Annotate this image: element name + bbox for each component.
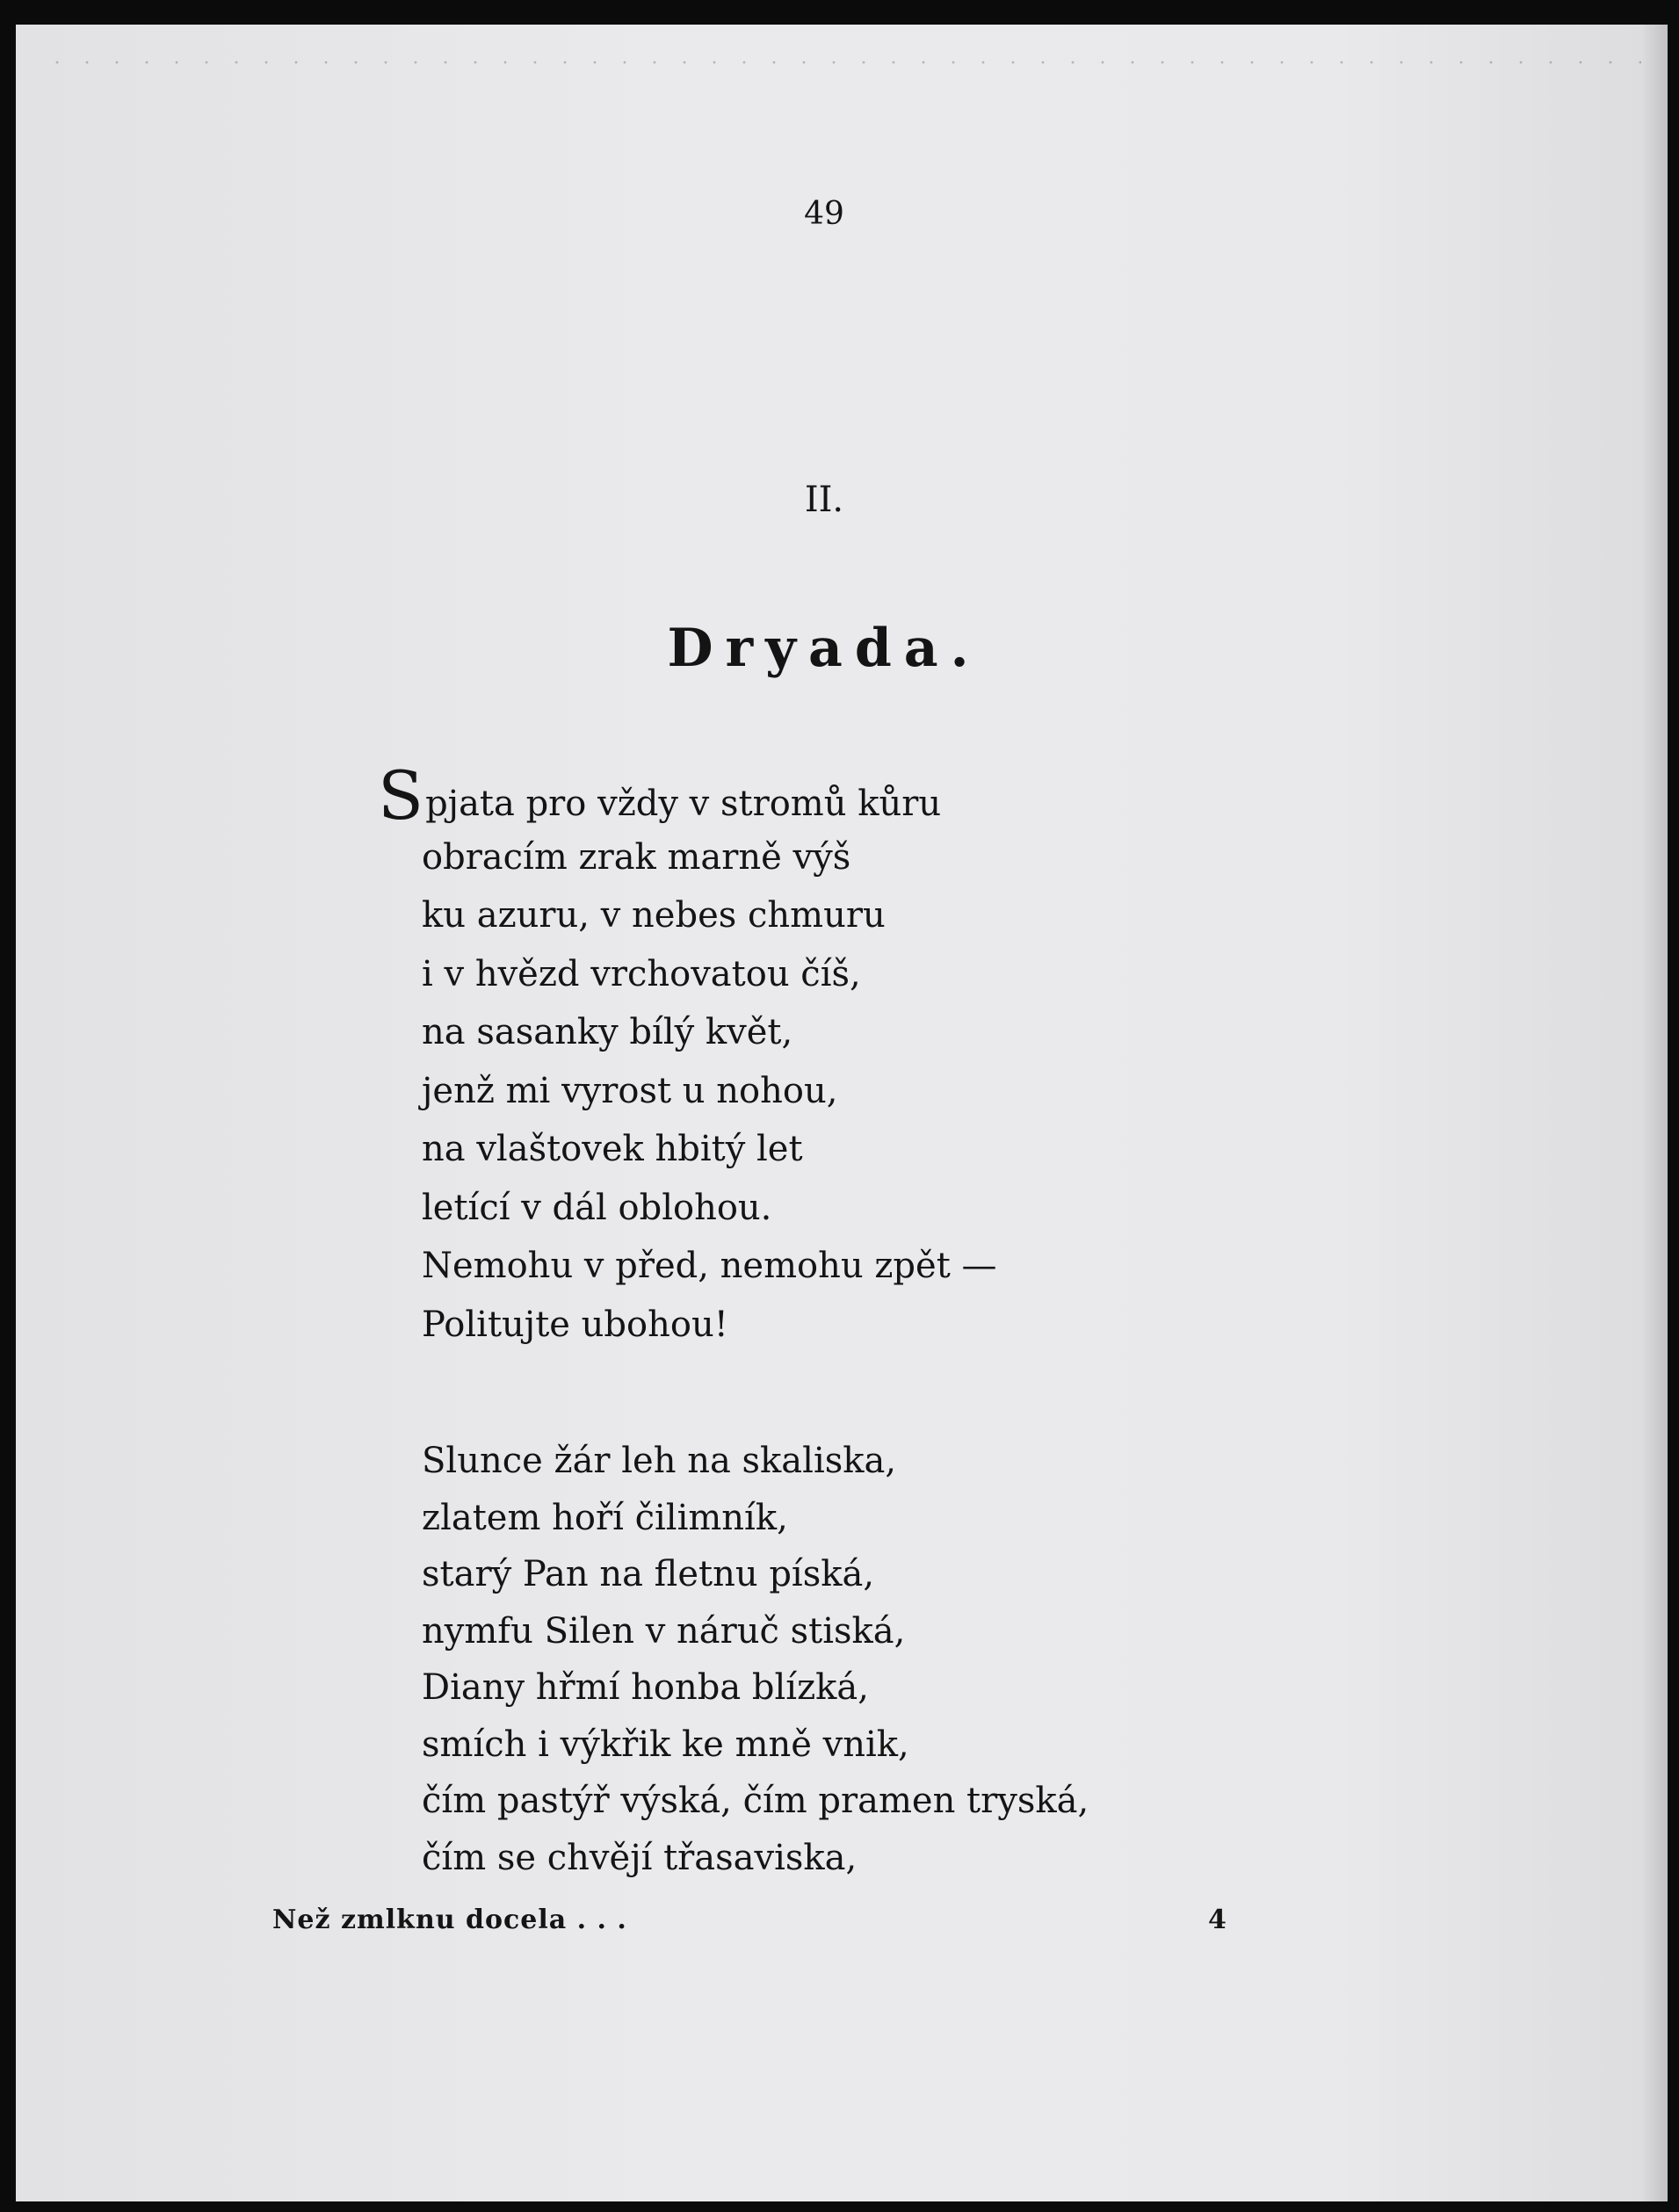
poem-title: Dryada. bbox=[667, 618, 981, 679]
footer-signature: Než zmlknu docela . . . bbox=[272, 1905, 627, 1935]
poem-line: Slunce žár leh na skaliska, bbox=[422, 1441, 897, 1481]
poem-line: jenž mi vyrost u nohou, bbox=[422, 1070, 838, 1111]
poem-line-text: pjata pro vždy v stromů kůru bbox=[425, 784, 942, 824]
drop-cap: S bbox=[378, 756, 424, 835]
poem-line: na sasanky bílý květ, bbox=[422, 1012, 793, 1052]
poem-line: letící v dál oblohou. bbox=[422, 1187, 772, 1228]
page-number: 49 bbox=[804, 196, 844, 232]
scan-specks bbox=[42, 58, 1641, 67]
poem-line: Nemohu v před, nemohu zpět — bbox=[422, 1246, 997, 1286]
poem-line: čím se chvějí třasaviska, bbox=[422, 1837, 858, 1878]
page-edge-shadow bbox=[1641, 25, 1668, 2201]
poem-line: i v hvězd vrchovatou číš, bbox=[422, 953, 861, 994]
poem-line bbox=[378, 756, 1300, 835]
section-number: II. bbox=[804, 480, 844, 520]
footer-signature-mark: 4 bbox=[1208, 1905, 1227, 1935]
poem-line: Diany hřmí honba blízká, bbox=[422, 1667, 869, 1708]
poem-line: zlatem hoří čilimník, bbox=[422, 1497, 788, 1538]
book-page bbox=[16, 25, 1668, 2201]
poem-line: smích i výkřik ke mně vnik, bbox=[422, 1724, 909, 1765]
poem-line: obracím zrak marně výš bbox=[422, 836, 851, 878]
poem-line: ku azuru, v nebes chmuru bbox=[422, 895, 886, 936]
stanza-2 bbox=[422, 1433, 1300, 1886]
poem-line: na vlaštovek hbitý let bbox=[422, 1129, 803, 1169]
poem-line: Politujte ubohou! bbox=[422, 1304, 728, 1345]
poem-line: nymfu Silen v náruč stiská, bbox=[422, 1610, 906, 1652]
poem-line: čím pastýř výská, čím pramen tryská, bbox=[422, 1781, 1089, 1821]
poem-line: starý Pan na fletnu píská, bbox=[422, 1554, 875, 1594]
stanza-1 bbox=[378, 756, 1300, 1354]
